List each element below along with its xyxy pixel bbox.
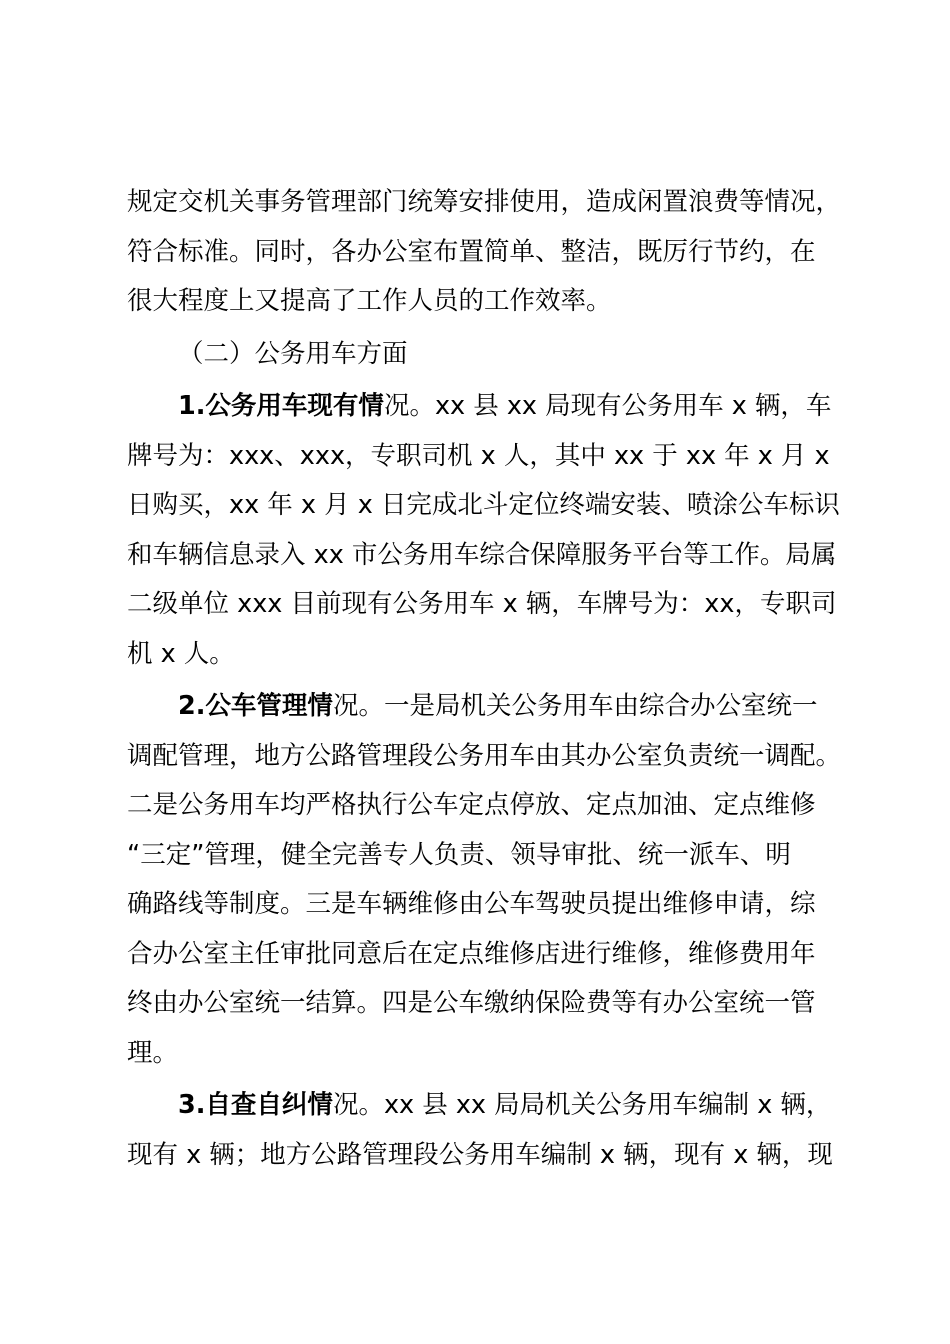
- section-heading-text: （二）公务用车方面: [178, 338, 408, 369]
- item-heading: 1.公务用车现有情: [178, 391, 384, 421]
- text-line: 现有 x 辆；地方公路管理段公务用车编制 x 辆，现有 x 辆，现: [127, 1139, 833, 1170]
- text-line: 日购买，xx 年 x 月 x 日完成北斗定位终端安装、喷涂公车标识: [127, 490, 840, 520]
- text-line: [127, 682, 849, 732]
- text-line: 规定交机关事务管理部门统筹安排使用，造成闲置浪费等情况，: [127, 187, 842, 217]
- document-page: [127, 178, 849, 1180]
- text-line: 终由办公室统一结算。四是公车缴纳保险费等有办公室统一管: [127, 988, 816, 1018]
- text-line: 确路线等制度。三是车辆维修由公车驾驶员提出维修申请，综: [127, 889, 816, 919]
- text-line: 理。: [127, 1037, 179, 1068]
- text-line: 和车辆信息录入 xx 市公务用车综合保障服务平台等工作。局属: [127, 539, 837, 570]
- paragraph-vehicle-management: [127, 682, 849, 1078]
- text-line: 二级单位 xxx 目前现有公务用车 x 辆，车牌号为：xx，专职司: [127, 589, 837, 619]
- item-text: 况。一是局机关公务用车由综合办公室统一: [332, 691, 818, 721]
- text-line: 机 x 人。: [127, 638, 235, 669]
- paragraph-vehicle-status: [127, 382, 849, 679]
- section-heading-official-vehicles: [127, 330, 849, 380]
- item-heading: 3.自查自纠情: [178, 1090, 333, 1120]
- text-line: 调配管理，地方公路管理段公务用车由其办公室负责统一调配。: [127, 740, 842, 771]
- text-line: 二是公务用车均严格执行公车定点停放、定点加油、定点维修: [127, 790, 816, 820]
- text-line: 牌号为：xxx、xxx，专职司机 x 人，其中 xx 于 xx 年 x 月 x: [127, 440, 830, 471]
- item-text: 况。xx 县 xx 局现有公务用车 x 辆，车: [383, 391, 832, 421]
- item-heading: 2.公车管理情: [178, 691, 333, 721]
- text-line: 合办公室主任审批同意后在定点维修店进行维修，维修费用年: [127, 938, 816, 969]
- text-line: “三定”管理，健全完善专人负责、领导审批、统一派车、明: [127, 839, 791, 870]
- text-line: 很大程度上又提高了工作人员的工作效率。: [127, 286, 612, 316]
- paragraph-self-inspection: [127, 1081, 849, 1180]
- item-text: 况。xx 县 xx 局局机关公务用车编制 x 辆，: [332, 1090, 832, 1120]
- text-line: [127, 382, 849, 432]
- paragraph-office-space: [127, 178, 849, 327]
- text-line: [127, 1081, 849, 1131]
- text-line: 符合标准。同时，各办公室布置简单、整洁，既厉行节约，在: [127, 236, 816, 267]
